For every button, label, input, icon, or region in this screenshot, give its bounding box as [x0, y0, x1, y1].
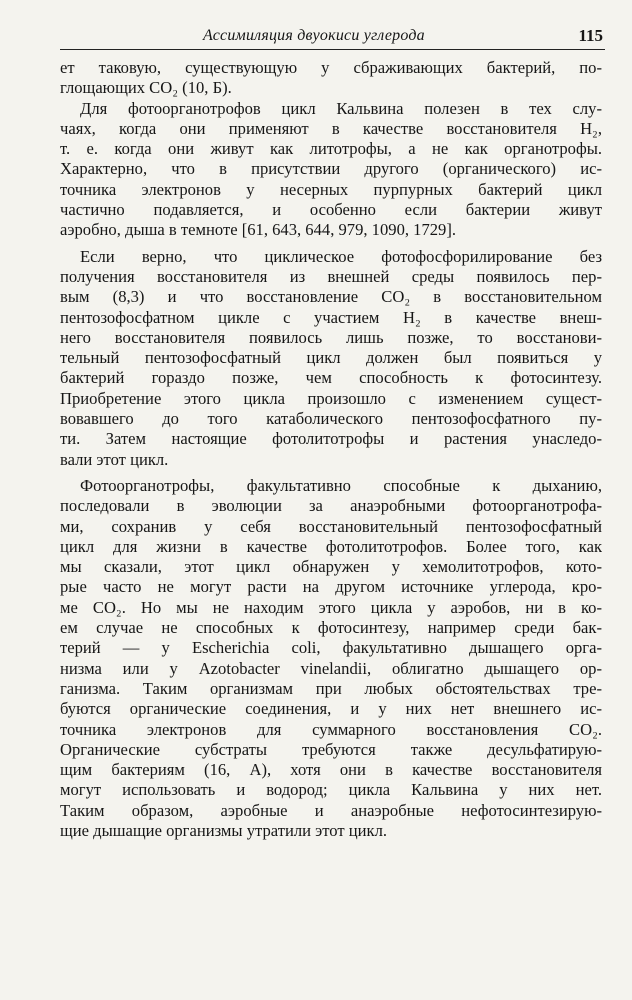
- text-line: вали этот цикл.: [60, 449, 169, 469]
- text-line: рые часто не могут расти на другом источнике углерода, кро-: [60, 577, 602, 597]
- text-line: частично подавляется, и особенно если бактерии живут: [60, 200, 602, 220]
- text-line: т. е. когда они живут как литотрофы, а не как органотрофы.: [60, 139, 602, 159]
- text-line: глощающих CO₂ (10, Б).: [60, 78, 232, 98]
- text-line: Органические субстраты требуются также десульфатирую-: [60, 739, 602, 759]
- text-line: тельный пентозофосфатный цикл должен был появиться у: [60, 348, 602, 368]
- text-line: могут использовать и водород; цикла Кальвина у них нет.: [60, 780, 602, 800]
- paragraph: [60, 99, 602, 241]
- text-line: вым (8,3) и что восстановление CO₂ в восстановительном: [60, 287, 602, 307]
- text-line: ти. Затем настоящие фотолитотрофы и растения унаследо-: [60, 429, 602, 449]
- paragraph: [60, 58, 602, 99]
- text-line: Фотоорганотрофы, факультативно способные к дыханию,: [80, 475, 602, 495]
- text-line: бактерий гораздо позже, чем способность к фотосинтезу.: [60, 368, 602, 388]
- text-line: последовали в эволюции за анаэробными фотоорганотрофа-: [60, 496, 602, 516]
- running-header: [60, 23, 605, 50]
- text-line: буются органические соединения, и у них нет внешнего ис-: [60, 699, 602, 719]
- text-line: точника электронов для суммарного восстановления CO₂.: [60, 719, 602, 739]
- text-line: терий — у Escherichia coli, факультативно дышащего орга-: [60, 638, 602, 658]
- paragraph: [60, 247, 602, 470]
- text-line: аэробно, дыша в темноте [61, 643, 644, 979, 1090, 1729].: [60, 220, 457, 240]
- text-line: цикл для жизни в качестве фотолитотрофов. Более того, как: [60, 536, 602, 556]
- text-line: щим бактериям (16, А), хотя они в качестве восстановителя: [60, 760, 602, 780]
- paragraph: [60, 476, 602, 841]
- text-line: ганизма. Таким организмам при любых обстоятельствах тре-: [60, 678, 602, 698]
- text-line: Приобретение этого цикла произошло с изменением сущест-: [60, 388, 602, 408]
- text-line: мы сказали, этот цикл обнаружен у хемолитотрофов, кото-: [60, 557, 602, 577]
- page-number: 115: [578, 26, 603, 45]
- text-line: Характерно, что в присутствии другого (органического) ис-: [60, 159, 602, 179]
- text-line: чаях, когда они применяют в качестве восстановителя H₂,: [60, 118, 602, 138]
- text-line: щие дышащие организмы утратили этот цикл.: [60, 820, 388, 840]
- text-line: Если верно, что циклическое фотофосфорилирование без: [80, 246, 602, 266]
- text-line: ме CO₂. Но мы не находим этого цикла у аэробов, ни в ко-: [60, 597, 602, 617]
- text-line: Таким образом, аэробные и анаэробные нефотосинтезирую-: [60, 800, 602, 820]
- text-line: точника электронов у несерных пурпурных бактерий цикл: [60, 179, 602, 199]
- text-line: ми, сохранив у себя восстановительный пентозофосфатный: [60, 516, 602, 536]
- body-text: [60, 58, 602, 841]
- text-line: Для фотоорганотрофов цикл Кальвина полезен в тех слу-: [80, 98, 602, 118]
- text-line: пентозофосфатном цикле с участием H₂ в качестве внеш-: [60, 307, 602, 327]
- running-title: Ассимиляция двуокиси углерода: [203, 27, 425, 44]
- text-line: него восстановителя появилось лишь позже, то восстанови-: [60, 327, 602, 347]
- text-line: ем случае не способных к фотосинтезу, например среди бак-: [60, 618, 602, 638]
- text-line: получения восстановителя из внешней среды появилось пер-: [60, 266, 602, 286]
- text-line: вовавшего до того катаболического пентозофосфатного пу-: [60, 409, 602, 429]
- text-line: ет таковую, существующую у сбраживающих бактерий, по-: [60, 58, 602, 77]
- text-line: низма или у Azotobacter vinelandii, облигатно дышащего ор-: [60, 658, 602, 678]
